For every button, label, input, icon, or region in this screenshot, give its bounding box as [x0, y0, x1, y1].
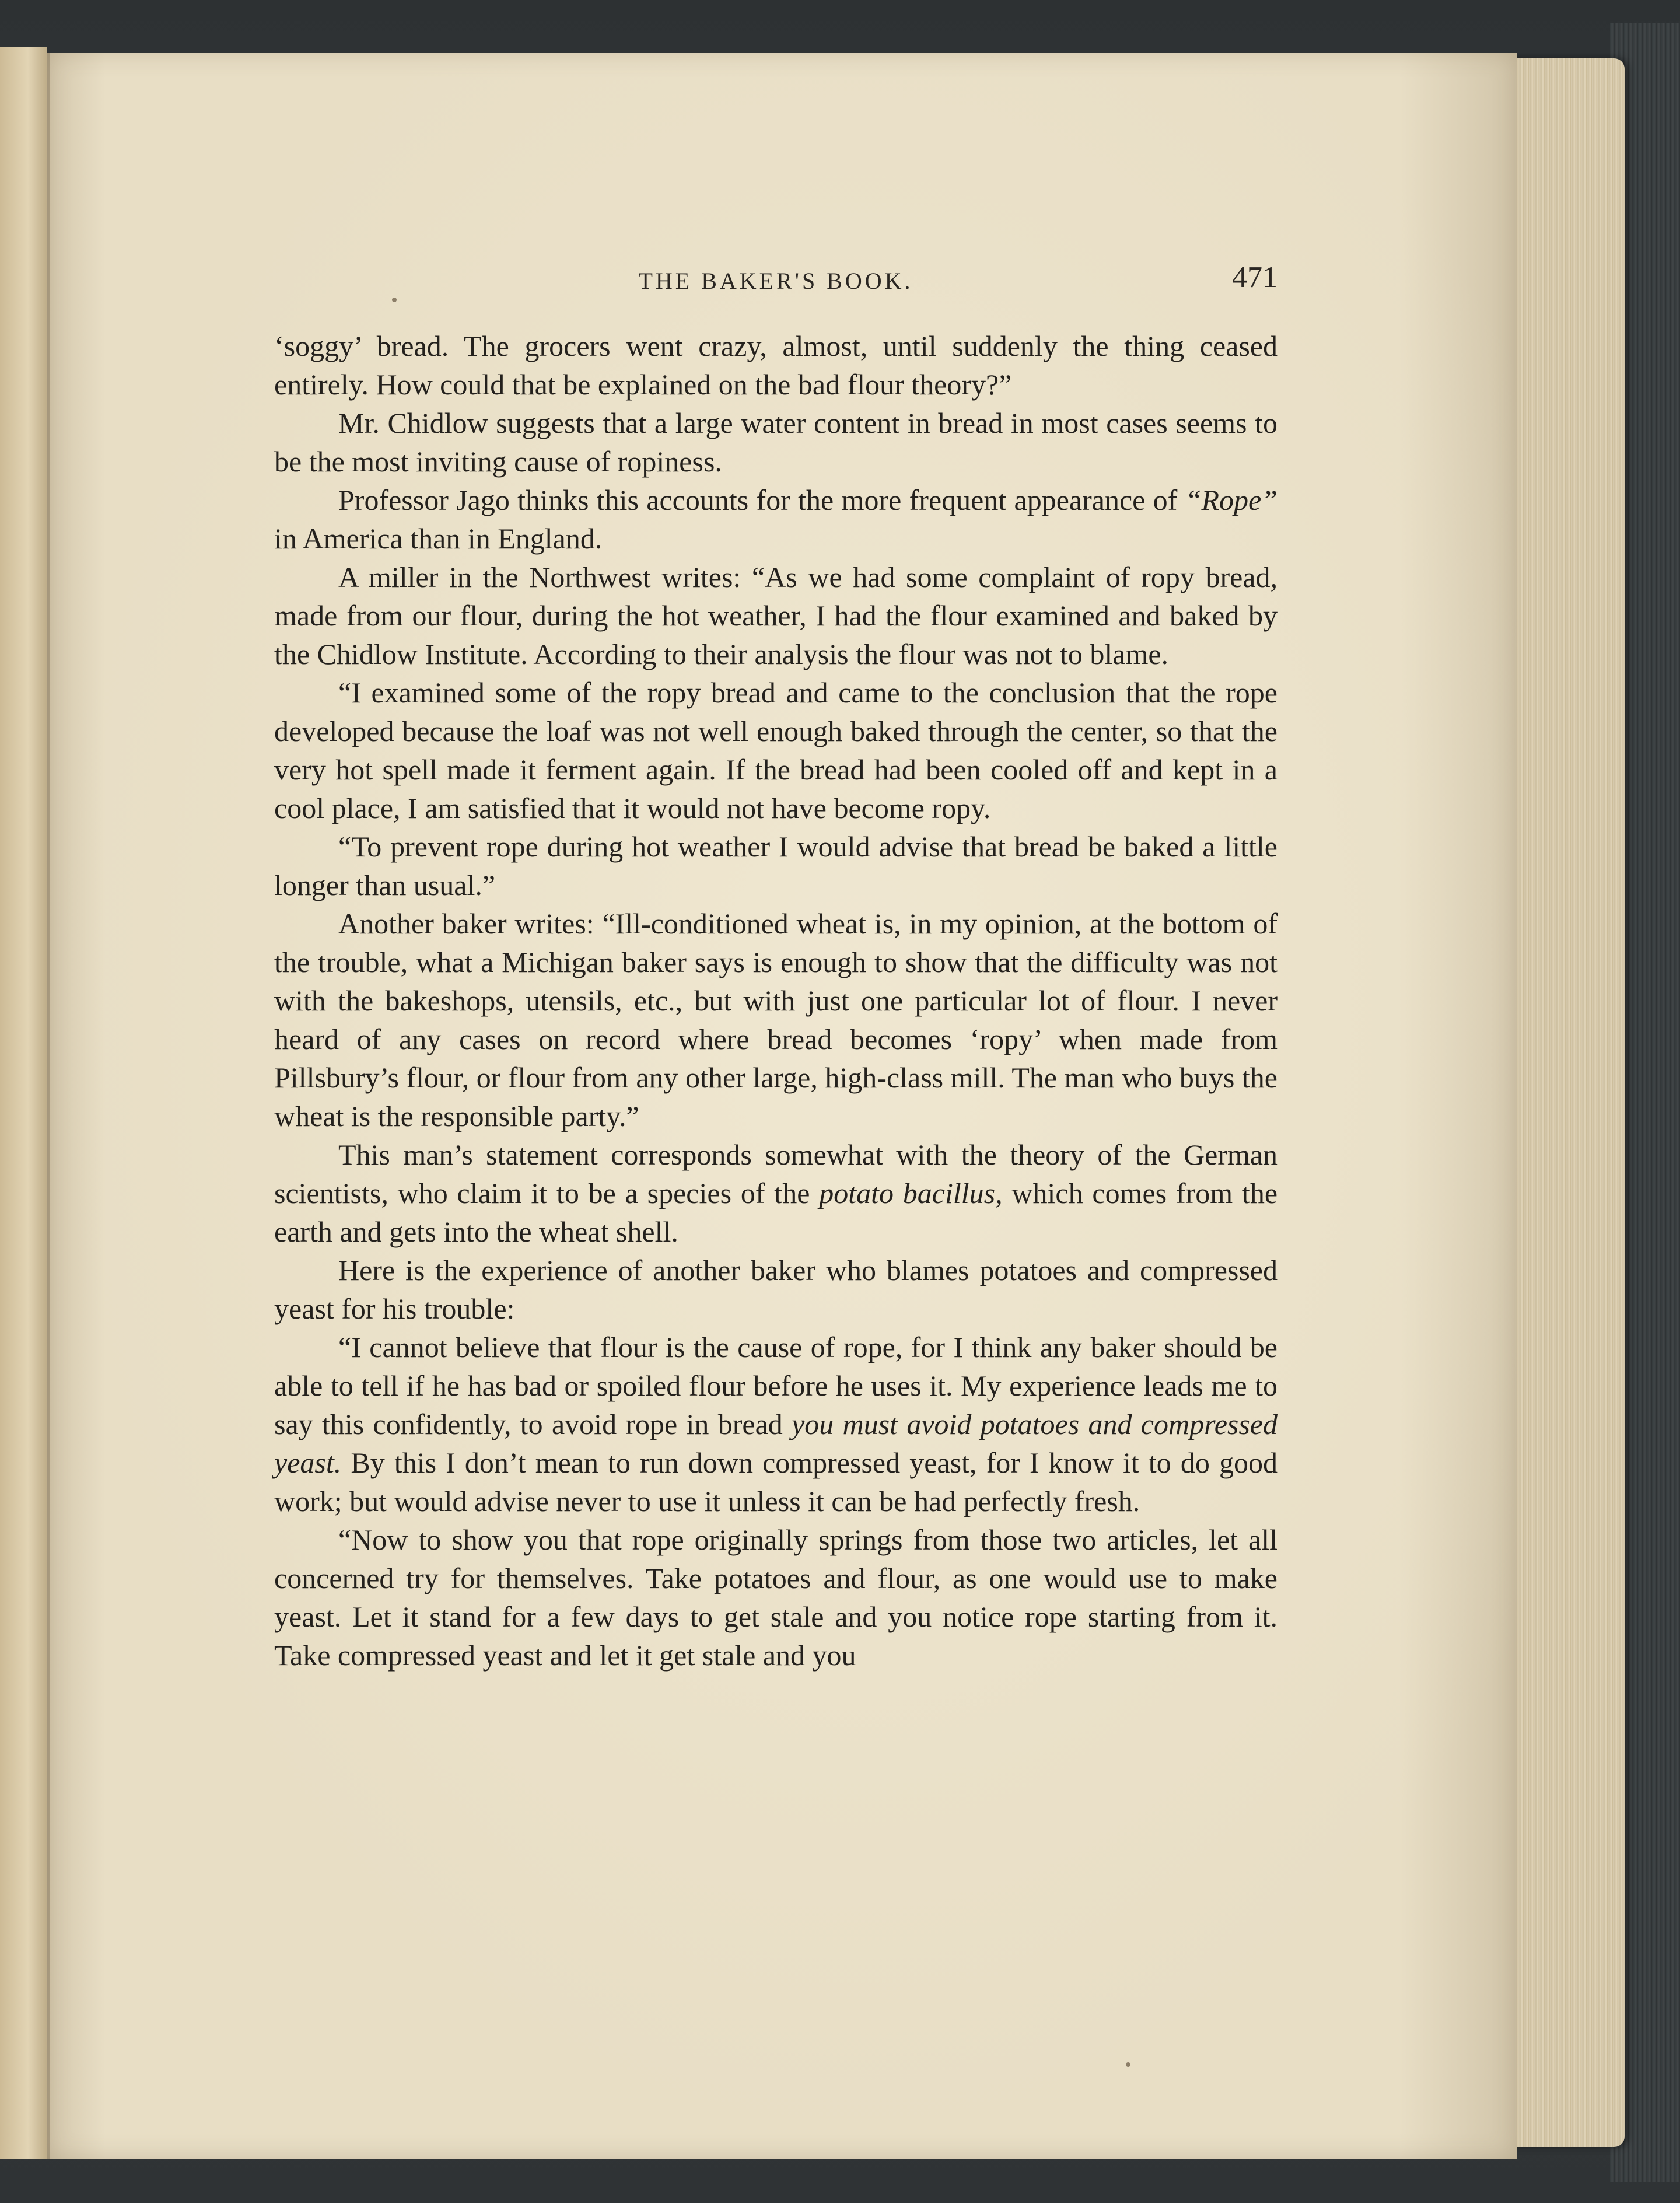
paragraph	[274, 904, 1278, 1135]
paragraph	[274, 673, 1278, 827]
text-segment: “Now to show you that rope originally springs from those two articles, let all concerned try for themselves. Take potatoes and flour, as one would use to make yeast. Let it stand for a few days to get stale and you notice rope starting from it. Take compressed yeast and let it get stale and you	[274, 1523, 1278, 1672]
text-segment: “I examined some of the ropy bread and came to the conclusion that the rope developed because the loaf was not well enough baked through the center, so that the very hot spell made it ferment again. If the bread had been cooled off and kept in a cool place, I am satisfied that it would not have become ropy.	[274, 676, 1278, 824]
paragraph	[274, 1251, 1278, 1328]
italic-text: potato bacillus,	[819, 1177, 1003, 1209]
page-number: 471	[1232, 261, 1278, 294]
text-segment: which comes from the earth and gets into the wheat shell.	[274, 1177, 1278, 1248]
italic-text: “Rope”	[1185, 484, 1278, 516]
text-segment: By this I don’t mean to run down compressed yeast, for I know it to do good work; but would advise never to use it unless it can be had perfectly fresh.	[274, 1446, 1278, 1517]
text-segment: Mr. Chidlow suggests that a large water content in bread in most cases seems to be the most inviting cause of ropiness.	[274, 407, 1278, 478]
text-segment: ‘soggy’ bread. The grocers went crazy, almost, until suddenly the thing ceased entirely. How could that be explained on the bad flour theory?”	[274, 330, 1278, 401]
text-segment: “I cannot believe that flour is the cause of rope, for I think any baker should be able to tell if he has bad or spoiled flour before he uses it. My experience leads me to say this confidently, to avoid rope in bread	[274, 1331, 1278, 1440]
text-segment: A miller in the Northwest writes: “As we had some complaint of ropy bread, made from our flour, during the hot weather, I had the flour examined and baked by the Chidlow Institute. According to their analysis the flour was not to blame.	[274, 561, 1278, 670]
italic-text: you must avoid potatoes and compressed yeast.	[274, 1408, 1278, 1479]
text-segment: Here is the experience of another baker who blames potatoes and compressed yeast for his trouble:	[274, 1254, 1278, 1325]
text-segment: This man’s statement corresponds somewhat with the theory of the German scientists, who claim it to be a species of the	[274, 1138, 1278, 1209]
text-segment: “To prevent rope during hot weather I would advise that bread be baked a little longer than usual.”	[274, 830, 1278, 901]
paragraph	[274, 327, 1278, 404]
paper-speck	[1126, 2062, 1130, 2067]
running-title: THE BAKER'S BOOK.	[638, 268, 914, 294]
page-gutter	[47, 53, 50, 2159]
paragraph	[274, 558, 1278, 673]
page-edges	[1508, 58, 1625, 2147]
page-header	[274, 257, 1278, 303]
left-page-edge	[0, 47, 47, 2159]
paragraph	[274, 481, 1278, 558]
paragraph	[274, 827, 1278, 904]
text-segment: in America than in England.	[274, 522, 603, 555]
paragraph	[274, 1520, 1278, 1674]
paragraph	[274, 1328, 1278, 1520]
paragraph	[274, 404, 1278, 481]
body-text	[274, 327, 1278, 1674]
text-segment: Professor Jago thinks this accounts for the more frequent appearance of	[338, 484, 1185, 516]
paragraph	[274, 1135, 1278, 1251]
text-segment: Another baker writes: “Ill-conditioned wheat is, in my opinion, at the bottom of the trouble, what a Michigan baker says is enough to show that the difficulty was not with the bakeshops, utensils, etc., but with just one particular lot of flour. I never heard of any cases on record where bread becomes ‘ropy’ when made from Pillsbury’s flour, or flour from any other large, high-class mill. The man who buys the wheat is the responsible party.”	[274, 907, 1278, 1132]
